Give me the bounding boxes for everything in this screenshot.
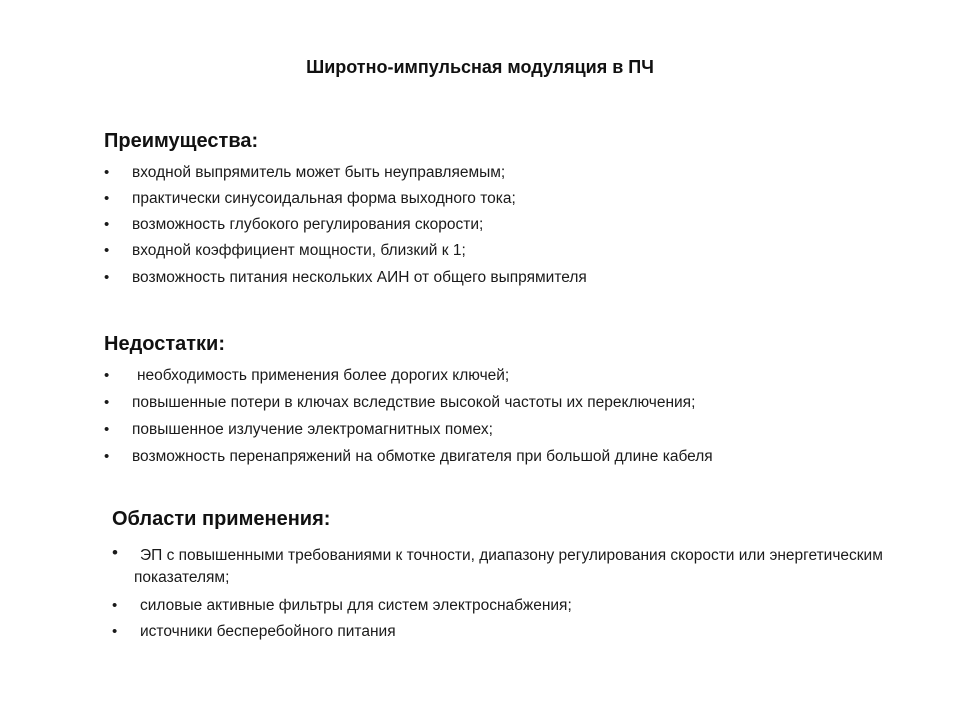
disadvantage-text: возможность перенапряжений на обмотке двигателя при большой длине кабеля	[132, 448, 713, 465]
application-text: силовые активные фильтры для систем электроснабжения;	[140, 597, 572, 614]
bullet-icon: •	[112, 597, 118, 614]
disadvantage-text: необходимость применения более дорогих ключей;	[137, 367, 510, 384]
advantages-heading: Преимущества:	[104, 130, 259, 152]
advantage-text: входной коэффициент мощности, близкий к 1;	[132, 242, 466, 259]
advantage-text: входной выпрямитель может быть неуправляемым;	[132, 164, 506, 181]
advantage-text: возможность питания нескольких АИН от общего выпрямителя	[132, 269, 587, 286]
bullet-icon: •	[104, 367, 110, 384]
disadvantage-text: повышенные потери в ключах вследствие высокой частоты их переключения;	[132, 394, 696, 411]
bullet-icon: •	[104, 269, 110, 286]
disadvantage-text: повышенное излучение электромагнитных помех;	[132, 421, 493, 438]
bullet-icon: •	[104, 394, 110, 411]
bullet-icon: •	[104, 448, 110, 465]
bullet-icon: •	[112, 543, 118, 562]
advantage-text: практически синусоидальная форма выходного тока;	[132, 190, 516, 207]
bullet-icon: •	[112, 623, 118, 640]
advantage-text: возможность глубокого регулирования скорости;	[132, 216, 484, 233]
application-text: ЭП с повышенными требованиями к точности, диапазону регулирования скорости или энергетическим показателям;	[134, 547, 883, 586]
bullet-icon: •	[104, 216, 110, 233]
bullet-icon: •	[104, 164, 110, 181]
slide-title: Широтно-импульсная модуляция в ПЧ	[306, 57, 654, 77]
applications-heading: Области применения:	[112, 508, 331, 530]
bullet-icon: •	[104, 242, 110, 259]
bullet-icon: •	[104, 190, 110, 207]
application-text: источники бесперебойного питания	[140, 623, 396, 640]
disadvantages-heading: Недостатки:	[104, 333, 226, 355]
bullet-icon: •	[104, 421, 110, 438]
